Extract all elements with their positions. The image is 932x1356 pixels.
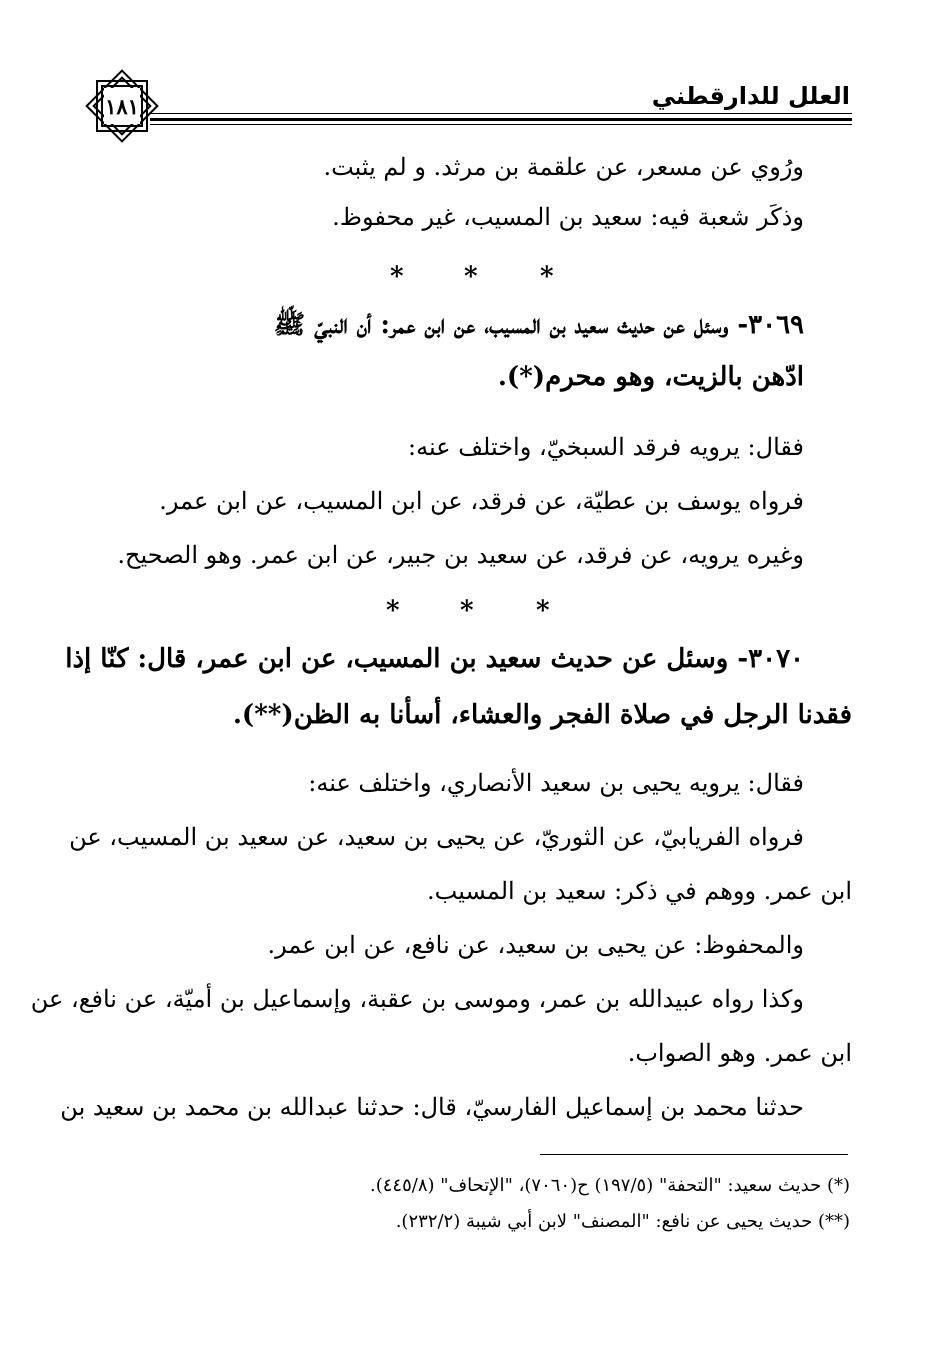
header-rule xyxy=(150,113,852,125)
text-line: ورُوي عن مسعر، عن علقمة بن مرثد. و لم يثبت. xyxy=(323,153,804,181)
entry-heading-3069: ٣٠٦٩- وسئل عن حديث سعيد بن المسيب، عن ابن عمر: أن النبيّ ﷺ xyxy=(273,310,804,340)
page-number: ١٨١ xyxy=(105,93,139,119)
text-line: ابن عمر. وهو الصواب. xyxy=(627,1039,852,1067)
text-line: وغيره يرويه، عن فرقد، عن سعيد بن جبير، عن ابن عمر. وهو الصحيح. xyxy=(117,541,804,569)
text-line: فرواه الفريابيّ، عن الثوريّ، عن يحيى بن سعيد، عن سعيد بن المسيب، عن xyxy=(69,823,804,851)
text-line: وكذا رواه عبيدالله بن عمر، وموسى بن عقبة، وإسماعيل بن أميّة، عن نافع، عن xyxy=(30,985,804,1013)
text-line: وذكَر شعبة فيه: سعيد بن المسيب، غير محفوظ. xyxy=(332,203,804,231)
text-line: فرواه يوسف بن عطيّة، عن فرقد، عن ابن المسيب، عن ابن عمر. xyxy=(159,487,804,515)
text-line: حدثنا محمد بن إسماعيل الفارسيّ، قال: حدثنا عبدالله بن محمد بن سعيد بن xyxy=(60,1093,804,1121)
text-line: والمحفوظ: عن يحيى بن سعيد، عن نافع، عن ابن عمر. xyxy=(267,931,804,959)
entry-heading-3070-cont: فقدنا الرجل في صلاة الفجر والعشاء، أسأنا به الظن(**). xyxy=(232,700,852,730)
running-header-title: العلل للدارقطني xyxy=(651,82,850,110)
entry-heading-3069-cont: ادّهن بالزيت، وهو محرم(*). xyxy=(497,362,804,392)
text-line: فقال: يرويه فرقد السبخيّ، واختلف عنه: xyxy=(408,433,804,461)
footnote: (*) حديث سعيد: "التحفة" (١٩٧/٥) ح(٧٠٦٠)، "الإتحاف" (٤٤٥/٨). xyxy=(370,1175,850,1196)
footnote-rule xyxy=(540,1154,848,1155)
footnote: (**) حديث يحيى عن نافع: "المصنف" لابن أبي شيبة (٢٣٢/٢). xyxy=(395,1211,850,1232)
section-separator: * * * xyxy=(390,262,554,292)
text-line: فقال: يرويه يحيى بن سعيد الأنصاري، واختلف عنه: xyxy=(308,769,804,797)
section-separator: * * * xyxy=(386,596,550,626)
entry-heading-3070: ٣٠٧٠- وسئل عن حديث سعيد بن المسيب، عن ابن عمر، قال: كنّا إذا xyxy=(65,644,804,674)
text-line: ابن عمر. ووهم في ذكر: سعيد بن المسيب. xyxy=(427,877,852,905)
